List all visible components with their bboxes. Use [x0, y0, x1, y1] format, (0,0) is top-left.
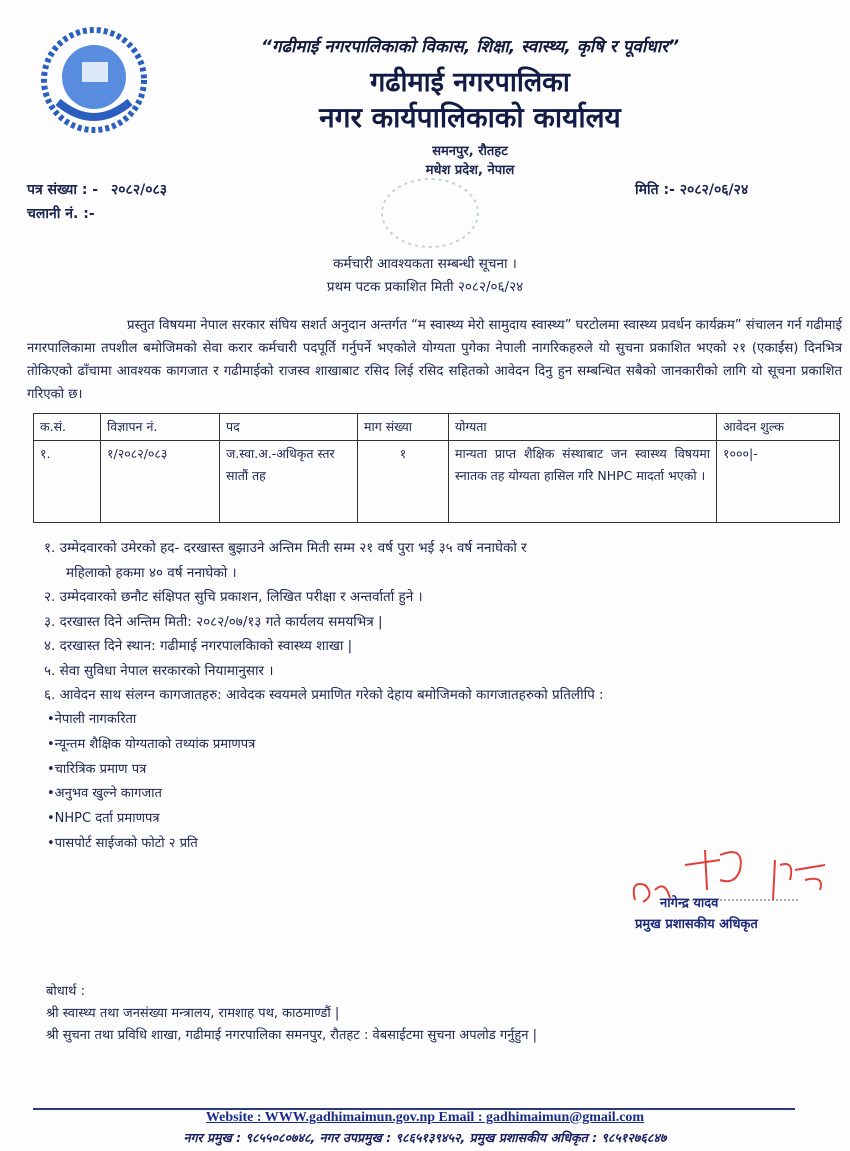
- slogan: “गढीमाई नगरपालिकाको विकास, शिक्षा, स्वास्थ्य, कृषि र पूर्वाधार”: [260, 37, 680, 57]
- table-cell: ज.स्वा.अ.-अधिकृत स्तर सातौं तह: [220, 441, 358, 523]
- table-header: विज्ञापन नं.: [101, 414, 220, 441]
- table-row: [34, 441, 840, 523]
- municipality-name: गढीमाई नगरपालिका: [370, 67, 570, 98]
- footer-contact: Website : WWW.gadhimaimun.gov.np Email : gadhimaimun@gmail.com: [205, 1110, 645, 1125]
- condition-item: ४. दरखास्त दिने स्थान: गढीमाई नगरपालकिाको स्वास्थ्य शाखा |: [44, 638, 353, 654]
- vacancy-table: [33, 413, 840, 523]
- document-item: •पासपोर्ट साईजको फोटो २ प्रति: [47, 835, 198, 851]
- office-stamp: [375, 175, 485, 250]
- date-label: मिति :-: [635, 182, 675, 198]
- dispatch-number-label: चलानी नं. :-: [27, 206, 95, 222]
- date-value: २०८२/०६/२४: [679, 182, 749, 198]
- address-line-2: मधेश प्रदेश, नेपाल: [425, 163, 515, 178]
- date: [635, 180, 748, 199]
- table-header: क.सं.: [34, 414, 101, 441]
- document-item: •न्यून्तम शैक्षिक योग्यताको तथ्यांक प्रमाणपत्र: [47, 736, 256, 752]
- table-cell: १.: [34, 441, 101, 523]
- address-line-1: समनपुर, रौतहट: [432, 144, 508, 159]
- conditions-list: [44, 536, 824, 708]
- table-header-row: [34, 414, 840, 441]
- footer-phones: नगर प्रमुख : ९८५५०८०७४८, नगर उपप्रमुख : ९८६५१३९४५२, प्रमुख प्रशासकीय अधिकृत : ९८५१२७६८४७: [183, 1130, 667, 1145]
- table-cell: मान्यता प्राप्त शैक्षिक संस्थाबाट जन स्वास्थ्य विषयमा स्नातक तह योग्यता हासिल गरि NHPC मादर्ता भएको ।: [449, 441, 717, 523]
- condition-item: १. उम्मेदवारको उमेरको हद- दरखास्त बुझाउने अन्तिम मिती सम्म २१ वर्ष पुरा भई ३५ वर्ष ननाघेको र: [44, 540, 527, 556]
- cc-label: बोधार्थ :: [46, 984, 85, 999]
- municipality-logo: [38, 22, 150, 140]
- published-date: प्रथम पटक प्रकाशित मिती २०८२/०६/२४: [326, 279, 524, 295]
- table-cell: १०००|-: [717, 441, 840, 523]
- document-item: •अनुभव खुल्ने कागजात: [47, 786, 162, 802]
- table-header: आवेदन शुल्क: [717, 414, 840, 441]
- condition-item: ६. आवेदन साथ संलग्न कागजातहरु: आवेदक स्वयमले प्रमाणित गरेको देहाय बमोजिमको कागजातहरुको प्रतिलीपि :: [44, 687, 604, 703]
- table-header: योग्यता: [449, 414, 717, 441]
- condition-item: २. उम्मेदवारको छनौट संक्षिपत सुचि प्रकाशन, लिखित परीक्षा र अन्तर्वार्ता हुने ।: [44, 589, 423, 605]
- cc-item: श्री स्वास्थ्य तथा जनसंख्या मन्त्रालय, रामशाह पथ, काठमाण्डौं |: [46, 1006, 340, 1021]
- condition-item: ५. सेवा सुविधा नेपाल सरकारको नियामानुसार ।: [44, 662, 274, 679]
- document-item: •नेपाली नागकरिता: [47, 712, 137, 727]
- table-header: माग संख्या: [358, 414, 449, 441]
- document-item: •NHPC दर्ता प्रमाणपत्र: [47, 811, 160, 827]
- documents-list: [47, 708, 255, 857]
- notice-body: प्रस्तुत विषयमा नेपाल सरकार संघिय सशर्त अनुदान अन्तर्गत “म स्वास्थ्य मेरो सामुदाय स्वास्थ्य” घरटोलमा स्वास्थ्य प्रवर्धन कार्यक्रम” संचालन गर्न गढीमाई नगरपालिकामा तपशील बमोजिमको सेवा करार कर्मचारी पदपूर्ति गर्नुपर्ने भएकोले योग्यता पुगेका नेपाली नागरिकहरुले यो सुचना प्रकाशित भएको २१ (एकाईस) दिनभित्र तोकिएको ढाँचामा आवश्यक कागजात र गढीमाईको राजस्व शाखाबाट रसिद लिई रसिद सहितको आवेदन दिनु हुन सम्बन्धित सबैको जानकारीको लागि यो सूचना प्रकाशित गरिएको छ।: [27, 318, 842, 402]
- letter-number-label: पत्र संख्या : -: [27, 182, 99, 198]
- notice-title: कर्मचारी आवश्यकता सम्बन्धी सूचना ।: [333, 256, 517, 272]
- office-name: नगर कार्यपालिकाको कार्यालय: [319, 101, 621, 134]
- letter-number: [27, 180, 167, 199]
- signatory-name: नागेन्द्र यादव: [660, 896, 719, 911]
- condition-item: ३. दरखास्त दिने अन्तिम मिती: २०८२/०७/१३ गते कार्यलय समयभित्र |: [44, 613, 383, 630]
- table-header: पद: [220, 414, 358, 441]
- condition-item: महिलाको हकमा ४० वर्ष ननाघेको ।: [66, 564, 237, 581]
- table-cell: १/२०८२/०८३: [101, 441, 220, 523]
- signatory-title: प्रमुख प्रशासकीय अधिकृत: [635, 917, 758, 932]
- table-cell: १: [358, 441, 449, 523]
- letter-number-value: २०८२/०८३: [111, 182, 168, 198]
- document-item: •चारित्रिक प्रमाण पत्र: [47, 761, 147, 777]
- cc-item: श्री सुचना तथा प्रविधि शाखा, गढीमाई नगरपालिका समनपुर, रौतहट : वेबसाईटमा सुचना अपलोड गर्नुहुन |: [46, 1028, 538, 1043]
